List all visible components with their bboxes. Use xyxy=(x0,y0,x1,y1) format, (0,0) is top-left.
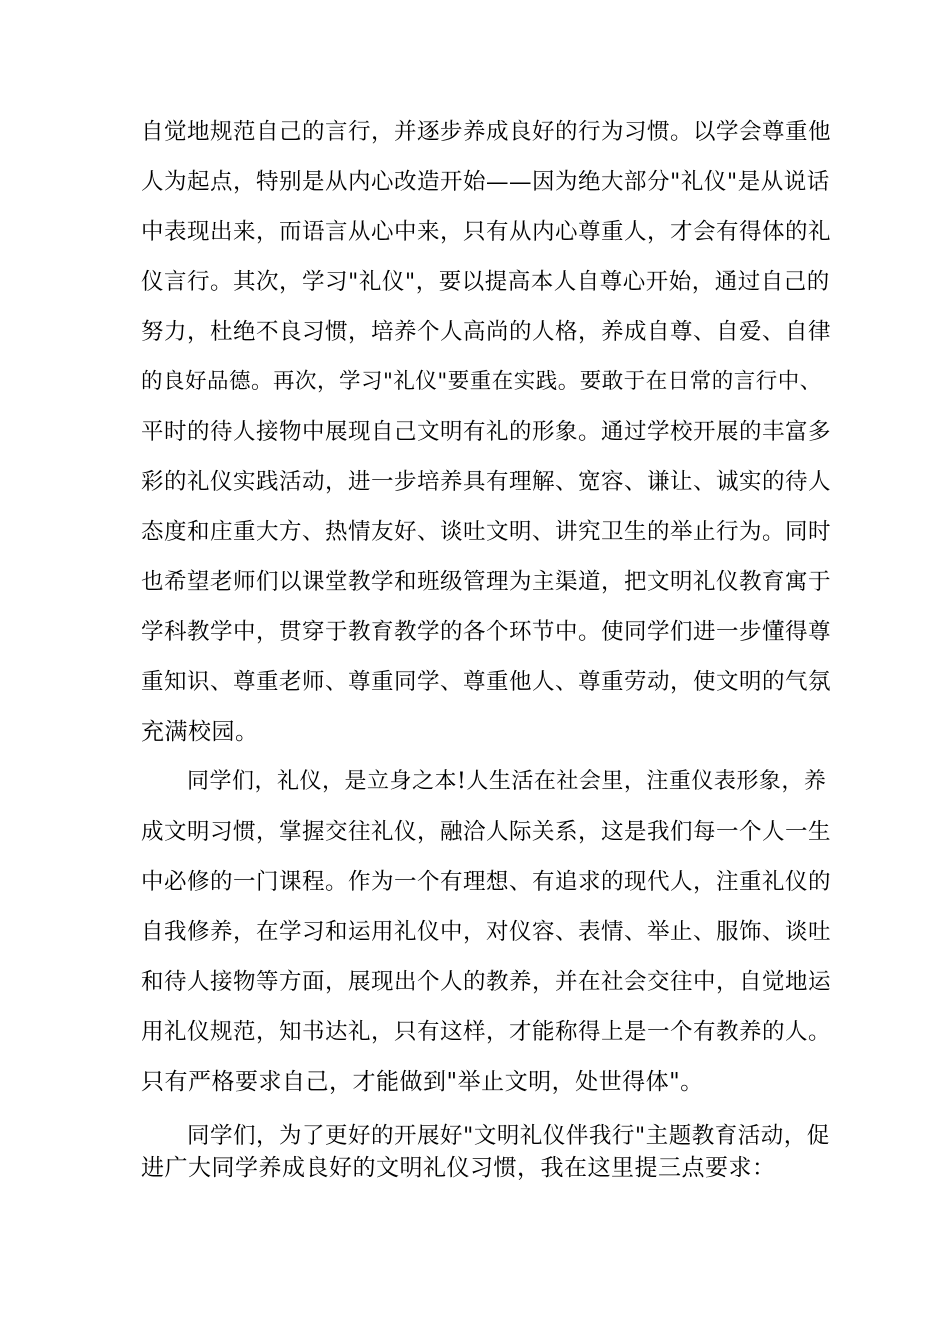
text-line: 进广大同学养成良好的文明礼仪习惯，我在这里提三点要求： xyxy=(141,1155,776,1181)
text-line: 自我修养，在学习和运用礼仪中，对仪容、表情、举止、服饰、谈吐 xyxy=(141,919,832,945)
text-line: 充满校园。 xyxy=(141,719,259,745)
text-line: 只有严格要求自己，才能做到"举止文明，处世得体"。 xyxy=(141,1069,704,1095)
text-line: 用礼仪规范，知书达礼，只有这样，才能称得上是一个有教养的人。 xyxy=(141,1019,832,1045)
text-line: 和待人接物等方面，展现出个人的教养，并在社会交往中，自觉地运 xyxy=(141,969,832,995)
text-line: 平时的待人接物中展现自己文明有礼的形象。通过学校开展的丰富多 xyxy=(141,419,832,445)
text-line: 彩的礼仪实践活动，进一步培养具有理解、宽容、谦让、诚实的待人 xyxy=(141,469,832,495)
text-line: 同学们，为了更好的开展好"文明礼仪伴我行"主题教育活动，促 xyxy=(187,1123,830,1149)
text-line: 自觉地规范自己的言行，并逐步养成良好的行为习惯。以学会尊重他 xyxy=(141,119,832,145)
text-line: 也希望老师们以课堂教学和班级管理为主渠道，把文明礼仪教育寓于 xyxy=(141,569,832,595)
text-line: 成文明习惯，掌握交往礼仪，融洽人际关系，这是我们每一个人一生 xyxy=(141,819,832,845)
text-line: 仪言行。其次，学习"礼仪"，要以提高本人自尊心开始，通过自己的 xyxy=(141,269,830,295)
text-line: 同学们，礼仪，是立身之本!人生活在社会里，注重仪表形象，养 xyxy=(187,769,827,794)
text-line: 努力，杜绝不良习惯，培养个人高尚的人格，养成自尊、自爱、自律 xyxy=(141,319,832,345)
text-line: 中必修的一门课程。作为一个有理想、有追求的现代人，注重礼仪的 xyxy=(141,869,832,895)
text-line: 学科教学中，贯穿于教育教学的各个环节中。使同学们进一步懂得尊 xyxy=(141,619,832,645)
text-line: 的良好品德。再次，学习"礼仪"要重在实践。要敢于在日常的言行中、 xyxy=(141,369,822,394)
text-line: 中表现出来，而语言从心中来，只有从内心尊重人，才会有得体的礼 xyxy=(141,219,832,245)
text-line: 人为起点，特别是从内心改造开始——因为绝大部分"礼仪"是从说话 xyxy=(141,169,830,195)
text-line: 重知识、尊重老师、尊重同学、尊重他人、尊重劳动，使文明的气氛 xyxy=(141,669,832,695)
text-line: 态度和庄重大方、热情友好、谈吐文明、讲究卫生的举止行为。同时 xyxy=(141,519,832,545)
